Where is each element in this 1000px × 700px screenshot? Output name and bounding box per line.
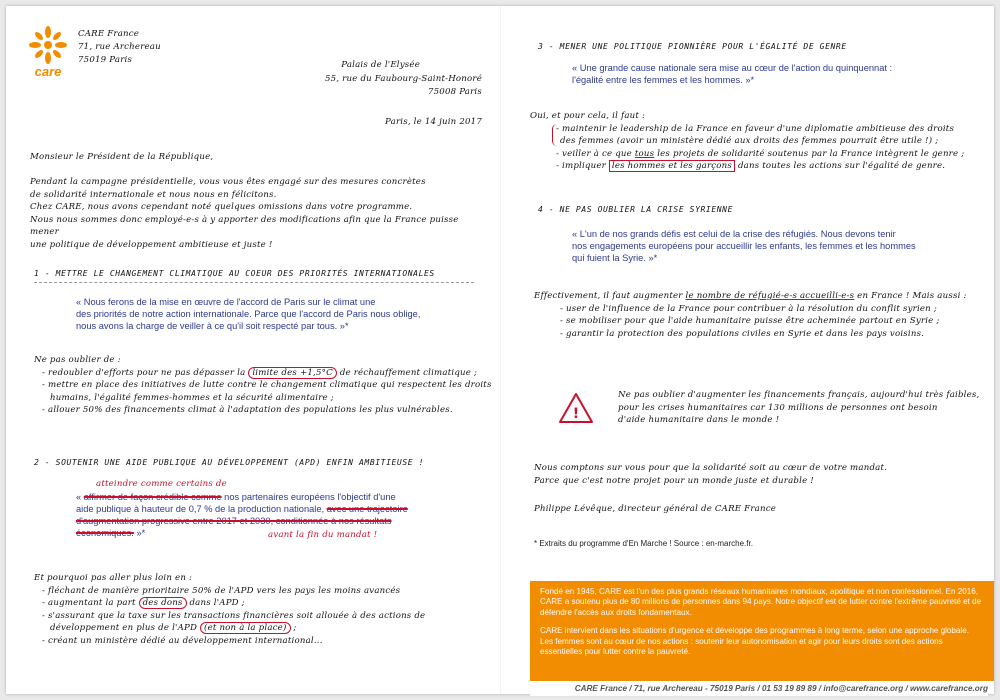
closing-paragraph: [534, 462, 990, 487]
letter-sheet: [6, 6, 994, 694]
circled-annotation: des dons: [139, 597, 187, 609]
warning-line: Ne pas oublier d'augmenter les financements français, aujourd'hui très faibles,: [618, 390, 980, 400]
sender-address: [78, 28, 161, 67]
struck-text: économiques.: [76, 528, 134, 538]
quote-line: « Une grande cause nationale sera mise au cœur de l'action du quinquennat :: [572, 63, 893, 73]
list-item: des femmes (avoir un ministère dédié aux droits des femmes pourrait être utile !) ;: [560, 136, 939, 146]
intro-paragraph: [30, 176, 490, 251]
quote-mark: »*: [133, 528, 146, 538]
contact-footer: CARE France / 71, rue Archereau - 75019 Paris / 01 53 19 89 89 / info@carefrance.org / www.carefrance.org: [530, 682, 988, 696]
section-4-heading: 4 - NE PAS OUBLIER LA CRISE SYRIENNE: [538, 205, 733, 214]
circled-annotation: limite des +1,5°C: [248, 367, 337, 379]
quote-line: [76, 503, 496, 515]
list-item: - s'assurant que la taxe sur les transactions financières soit allouée à des actions de: [42, 610, 426, 621]
list-lead: Ne pas oublier de :: [34, 355, 121, 365]
circled-annotation: (et non à la place): [200, 622, 290, 634]
warning-note: [618, 389, 988, 427]
intro-line: de solidarité internationale et nous nous en félicitons.: [30, 189, 277, 200]
list-item: - garantir la protection des populations civiles en Syrie et dans les pays voisins.: [560, 328, 925, 339]
section-3-list: [530, 110, 990, 173]
section-2-heading: 2 - SOUTENIR UNE AIDE PUBLIQUE AU DÉVELOPPEMENT (APD) ENFIN AMBITIEUSE !: [34, 458, 424, 467]
item-text: Effectivement, il faut augmenter: [534, 291, 686, 301]
care-logo: [28, 26, 68, 82]
item-text: - redoubler d'efforts pour ne pas dépasser la: [42, 367, 249, 378]
item-text: dans toutes les actions sur l'égalité de genre.: [735, 161, 946, 171]
bracket-annotation: [552, 124, 557, 146]
item-text: - veiller à ce que: [556, 148, 635, 159]
logo-wordmark: care: [34, 64, 62, 79]
quote-line: [76, 515, 496, 527]
list-item: [34, 622, 494, 635]
item-text: ;: [290, 623, 297, 633]
quote-line: [76, 491, 496, 503]
boxed-annotation: les hommes et les garçons: [609, 160, 735, 172]
quote-line: qui fuient la Syrie. »*: [572, 253, 658, 263]
handwritten-insert: avant la fin du mandat !: [268, 530, 378, 540]
about-paragraph: Fondé en 1945, CARE est l'un des plus grands réseaux humanitaires mondiaux, apolitique et non confessionnel. En 2016, CARE a soutenu plus de 80 millions de personnes dans 94 pays. Notre objectif est de lutter contre l'extrême pauvreté et de défendre l'accès aux droits fondamentaux.: [540, 587, 982, 617]
care-hands-icon: [28, 26, 68, 64]
list-item: [530, 160, 990, 173]
underlined-annotation: tous: [634, 148, 655, 159]
list-item: - allouer 50% des financements climat à l'adaptation des populations les plus vulnérables.: [42, 405, 453, 415]
list-lead: Et pourquoi pas aller plus loin en :: [34, 573, 193, 583]
recipient-city: 75008 Paris: [427, 87, 482, 97]
list-item: [34, 597, 494, 610]
list-lead: Oui, et pour cela, il faut :: [530, 111, 646, 121]
list-item: - créant un ministère dédié au développement international...: [42, 635, 323, 646]
section-1-heading: 1 - METTRE LE CHANGEMENT CLIMATIQUE AU COEUR DES PRIORITÉS INTERNATIONALES: [34, 269, 435, 278]
item-text: les projets de solidarité soutenus par la France intègrent le genre ;: [654, 148, 965, 159]
left-page: [6, 6, 500, 694]
list-lead: [534, 290, 990, 303]
closing-line: Nous comptons sur vous pour que la solidarité soit au cœur de votre mandat.: [534, 463, 888, 473]
sender-city: 75019 Paris: [78, 55, 133, 65]
letter-date: Paris, le 14 juin 2017: [385, 117, 482, 127]
about-care-box: [530, 581, 994, 681]
quote-text: nos partenaires européens l'objectif d'une: [221, 492, 396, 502]
list-item: - se mobiliser pour que l'aide humanitaire puisse être acheminée partout en Syrie ;: [560, 316, 940, 326]
section-2-list: [34, 572, 494, 647]
warning-triangle-icon: [558, 392, 594, 424]
section-1-quote: [76, 296, 496, 332]
underlined-annotation: le nombre de réfugié-e-s accueilli-e-s: [685, 291, 855, 301]
list-item: humains, l'égalité femmes-hommes et la sécurité alimentaire ;: [50, 392, 334, 403]
intro-line: Nous nous sommes donc employé-e-s à y apporter des modifications afin que la France puisse mener: [30, 214, 459, 237]
item-text: - augmentant la part: [42, 598, 139, 608]
item-text: en France ! Mais aussi :: [854, 291, 967, 301]
warning-line: d'aide humanitaire dans le monde !: [618, 415, 780, 425]
signature: Philippe Lévêque, directeur général de CARE France: [534, 504, 776, 514]
intro-line: une politique de développement ambitieuse et juste !: [30, 239, 273, 250]
item-text: - impliquer: [556, 161, 609, 171]
quote-text: aide publique à hauteur de 0,7 % de la production nationale,: [76, 504, 327, 514]
section-3-quote: [572, 62, 982, 86]
list-item: - mettre en place des initiatives de lutte contre le changement climatique qui respectent les droits: [42, 380, 492, 390]
footnote: * Extraits du programme d'En Marche ! Source : en-marche.fr.: [534, 539, 753, 548]
svg-text:!: !: [572, 406, 580, 422]
section-3-heading: 3 - MENER UNE POLITIQUE PIONNIÈRE POUR L'ÉGALITÉ DE GENRE: [538, 42, 847, 51]
recipient-street: 55, rue du Faubourg-Saint-Honoré: [324, 73, 482, 84]
closing-line: Parce que c'est notre projet pour un monde juste et durable !: [534, 475, 814, 486]
quote-line: l'égalité entre les femmes et les hommes. »*: [572, 75, 755, 85]
section-divider: [34, 282, 474, 283]
list-item: [530, 148, 990, 161]
quote-line: des priorités de notre action internationale. Parce que l'accord de Paris nous oblige,: [76, 309, 421, 319]
list-item: - user de l'influence de la France pour contribuer à la résolution du conflit syrien ;: [560, 303, 937, 314]
section-1-list: [34, 354, 494, 417]
item-text: de réchauffement climatique ;: [336, 367, 478, 378]
sender-street: 71, rue Archereau: [78, 42, 161, 52]
recipient-address: [325, 59, 482, 100]
struck-text: affirmer de façon crédible comme: [83, 492, 222, 502]
quote-mark: «: [76, 492, 84, 502]
section-4-quote: [572, 228, 982, 264]
quote-line: « Nous ferons de la mise en œuvre de l'accord de Paris sur le climat une: [76, 297, 376, 307]
struck-text: d'augmentation progressive entre 2017 et 2030, conditionnée à nos résultats: [76, 516, 392, 526]
about-paragraph: CARE intervient dans les situations d'urgence et développe des programmes à long terme, selon une approche globale. Les femmes sont au cœur de nos actions : soutenir leur autonomisation et agir pour leurs droits sont des actions essentielles pour lutter contre la pauvreté.: [540, 626, 969, 657]
salutation: Monsieur le Président de la République,: [30, 152, 214, 162]
warning-line: pour les crises humanitaires car 130 millions de personnes ont besoin: [618, 402, 938, 413]
quote-line: nos engagements européens pour accueillir les enfants, les femmes et les hommes: [572, 241, 916, 251]
intro-line: Chez CARE, nous avons cependant noté quelques omissions dans votre programme.: [30, 202, 413, 212]
struck-text: avec une trajectoire: [326, 504, 408, 514]
quote-line: « L'un de nos grands défis est celui de la crise des réfugiés. Nous devons tenir: [572, 229, 896, 239]
recipient-name: Palais de l'Elysée: [341, 60, 420, 70]
list-item: [34, 367, 494, 380]
item-text: développement en plus de l'APD: [50, 623, 201, 633]
list-item: - maintenir le leadership de la France en faveur d'une diplomatie ambitieuse des droits: [556, 123, 955, 134]
handwritten-insert: atteindre comme certains de: [96, 479, 227, 489]
section-4-list: [534, 290, 990, 340]
item-text: dans l'APD ;: [186, 598, 245, 608]
intro-line: Pendant la campagne présidentielle, vous vous êtes engagé sur des mesures concrètes: [30, 177, 426, 187]
sender-name: CARE France: [78, 29, 140, 39]
list-item: - fléchant de manière prioritaire 50% de l'APD vers les pays les moins avancés: [42, 585, 401, 596]
quote-line: nous avons la charge de veiller à ce qu'il soit respecté par tous. »*: [76, 321, 349, 331]
